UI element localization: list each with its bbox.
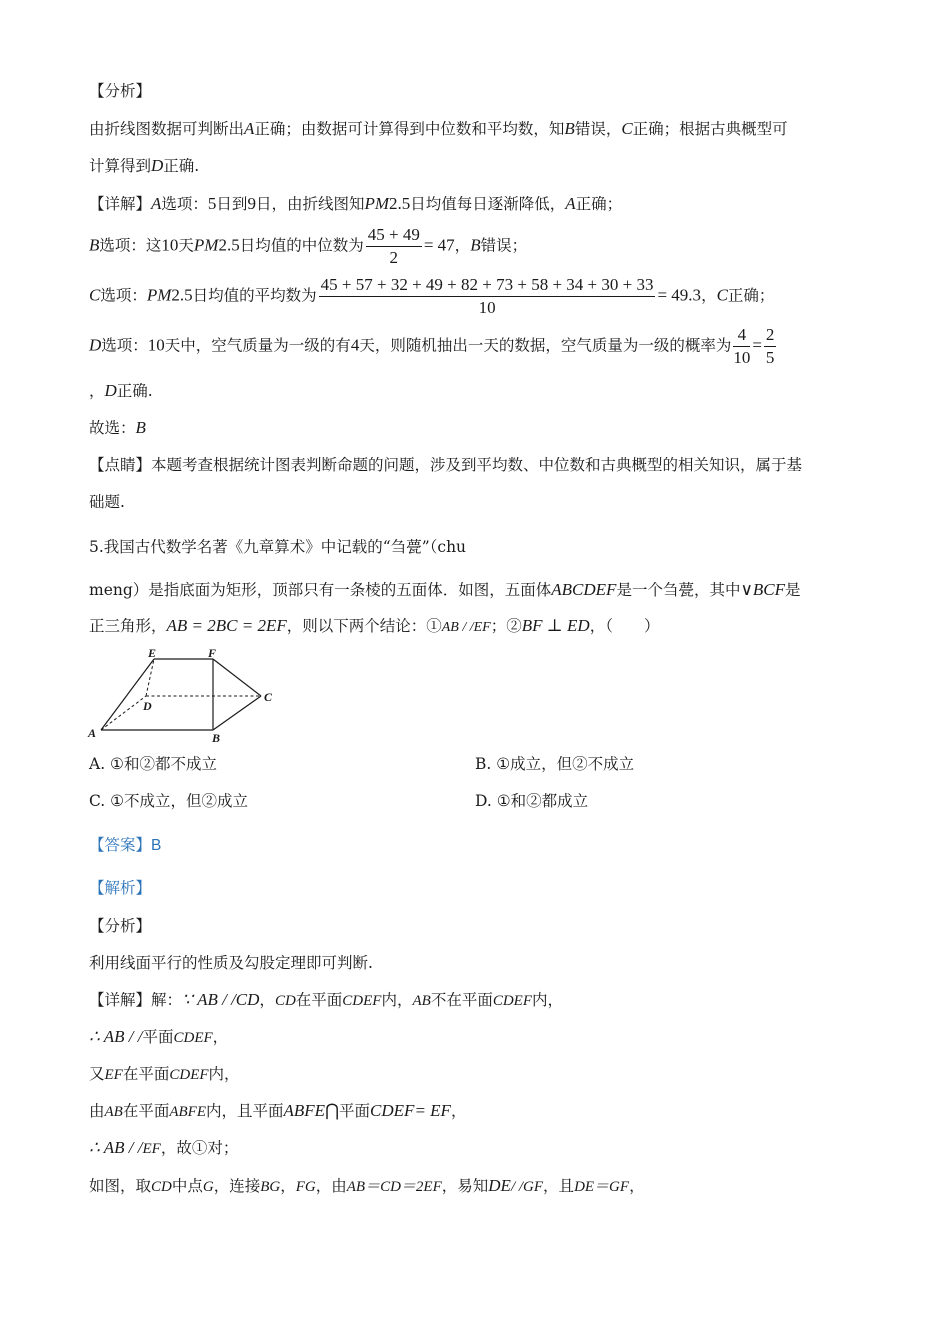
vertex-label-c: C bbox=[264, 690, 273, 704]
option-d[interactable]: D. ①和②都成立 bbox=[475, 792, 589, 810]
choice-line: 故选：B bbox=[89, 418, 146, 437]
detail-option-d-end: ，D正确. bbox=[89, 381, 153, 400]
answer-line: 【答案】B bbox=[89, 836, 162, 854]
mean-fraction: $\frac{45 + 57 + 32 + 49 + 82 + 73 + 58 + 34 + 30 + 33}{10}$ bbox=[320, 275, 654, 317]
option-b[interactable]: B. ①成立，但②不成立 bbox=[475, 755, 635, 773]
probability-fraction-1: $\frac{4}{10}$ bbox=[733, 325, 751, 367]
vertex-label-a: A bbox=[88, 726, 97, 740]
detail-option-c: C选项：PM2.5日均值的平均数为 $\frac{45 + 57 + 32 + 49 + 82 + 73 + 58 + 34 + 30 + 33}{10}$ = 49.3，C正确； bbox=[89, 275, 775, 317]
solution-step-4: 由AB在平面ABFE内，且平面ABFE⋂平面CDEF= EF， bbox=[89, 1101, 467, 1120]
solution-step-5: ∴ AB / /EF，故①对； bbox=[89, 1138, 239, 1157]
remark-line-2: 础题. bbox=[89, 493, 125, 511]
option-a[interactable]: A. ①和②都不成立 bbox=[89, 755, 217, 773]
vertex-label-e: E bbox=[148, 646, 157, 660]
remark-line-1: 【点睛】本题考查根据统计图表判断命题的问题，涉及到平均数、中位数和古典概型的相关知识，属于基 bbox=[89, 456, 803, 474]
vertex-label-d: D bbox=[143, 699, 152, 713]
solution-analysis-heading: 【分析】 bbox=[89, 917, 152, 935]
detail-option-a: 【详解】A选项：5日到9日，由折线图知PM2.5日均值每日逐渐降低，A正确； bbox=[89, 194, 623, 213]
solution-step-3: 又EF在平面CDEF内， bbox=[89, 1065, 240, 1083]
solution-analysis-text: 利用线面平行的性质及勾股定理即可判断. bbox=[89, 954, 373, 972]
vertex-label-b: B bbox=[212, 731, 221, 745]
solution-step-1: 【详解】解：∵ AB / /CD，CD在平面CDEF内，AB不在平面CDEF内， bbox=[89, 990, 564, 1009]
probability-fraction-2: $\frac{2}{5}$ bbox=[765, 325, 775, 367]
detail-option-b: B选项：这10天PM2.5日均值的中位数为 $\frac{45 + 49}{2}$ = 47，B错误； bbox=[89, 225, 528, 267]
question-5-line-2: meng）是指底面为矩形，顶部只有一条棱的五面体．如图，五面体ABCDEF是一个刍甍，其中∨BCF是 bbox=[89, 580, 801, 599]
median-fraction: $\frac{45 + 49}{2}$ bbox=[367, 225, 420, 267]
solution-heading: 【解析】 bbox=[89, 879, 152, 897]
analysis-heading: 【分析】 bbox=[89, 82, 152, 100]
question-5-line-3: 正三角形，AB = 2BC = 2EF，则以下两个结论：①AB / /EF；②BF ⊥ ED，（ ） bbox=[89, 616, 660, 635]
analysis-line-2: 计算得到D正确. bbox=[89, 156, 200, 175]
pentahedron-figure bbox=[86, 646, 282, 746]
option-c[interactable]: C. ①不成立，但②成立 bbox=[89, 792, 249, 810]
analysis-line-1: 由折线图数据可判断出A正确；由数据可计算得到中位数和平均数，知B错误，C正确；根据古典概型可 bbox=[89, 119, 788, 138]
solution-step-2: ∴ AB / /平面CDEF， bbox=[89, 1027, 229, 1046]
question-5-line-1: 5.我国古代数学名著《九章算术》中记载的“刍甍”（chu bbox=[89, 538, 467, 556]
vertex-label-f: F bbox=[208, 646, 217, 660]
solution-step-6: 如图，取CD中点G，连接BG，FG，由AB＝CD＝2EF，易知DE/ /GF，且DE＝GF， bbox=[89, 1176, 645, 1195]
detail-option-d: D选项：10天中，空气质量为一级的有4天，则随机抽出一天的数据，空气质量为一级的概率为 $\frac{4}{10}$ = $\frac{2}{5}$ bbox=[89, 325, 775, 367]
